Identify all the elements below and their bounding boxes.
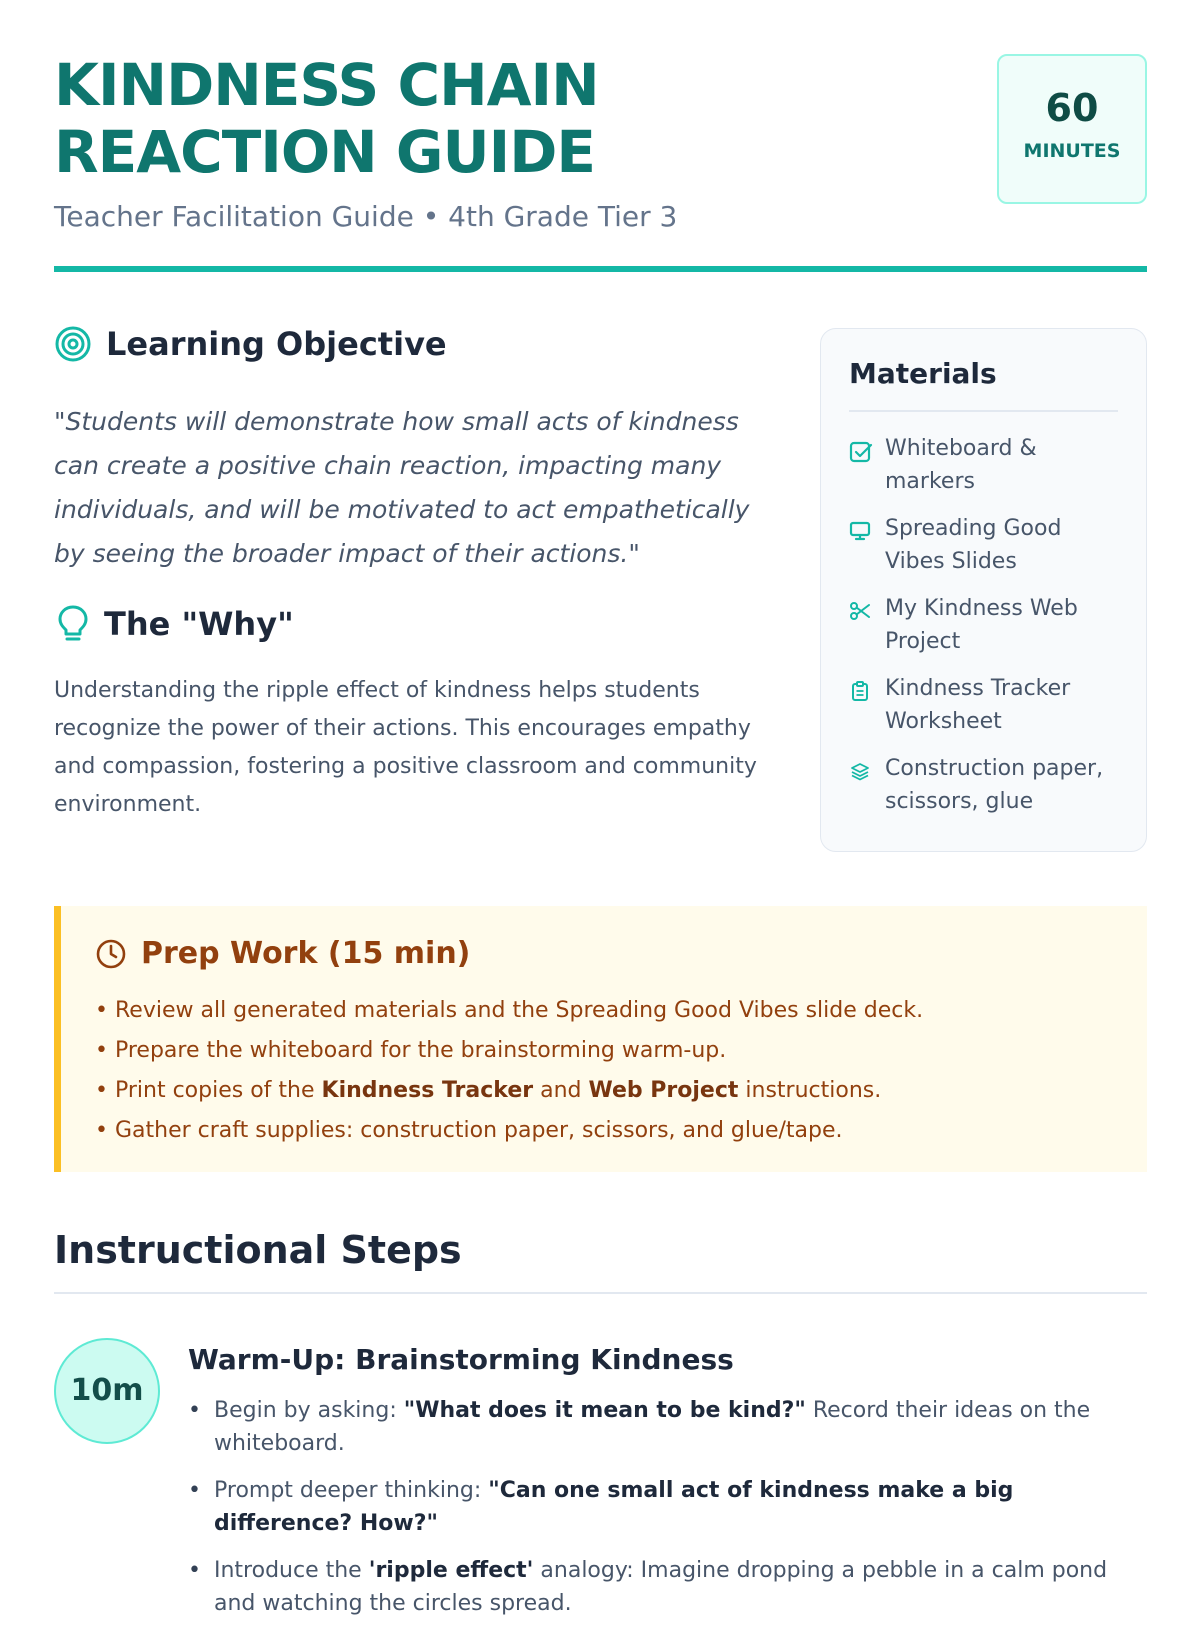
list-item <box>188 1554 1148 1620</box>
objective-text: "Students will demonstrate how small acts of kindness can create a positive chain reaction, impacting many individuals, and will be motivated to act empathetically by seeing the broader impact of their actions." <box>54 407 750 568</box>
prep-item-text: and <box>533 1078 589 1103</box>
prep-item-emphasis: Kindness Tracker <box>321 1078 534 1103</box>
objective-title: Learning Objective <box>106 325 447 363</box>
step-text: Introduce the <box>214 1558 369 1583</box>
prep-work-callout <box>54 906 1147 1172</box>
step-emphasis: "Can one small act of kindness make a big difference? How?" <box>214 1478 1014 1536</box>
material-label: Construction paper, scissors, glue <box>885 755 1104 814</box>
list-item: • Gather craft supplies: construction paper, scissors, and glue/tape. <box>95 1118 843 1143</box>
duration-badge <box>997 54 1147 204</box>
page-subtitle: Teacher Facilitation Guide • 4th Grade Tier 3 <box>54 200 678 233</box>
list-item <box>849 752 1118 818</box>
objective-heading <box>54 325 447 363</box>
step-text: Record their ideas on the whiteboard. <box>214 1398 1091 1456</box>
clipboard-icon <box>849 680 875 707</box>
clock-icon <box>95 938 127 970</box>
steps-title: Instructional Steps <box>54 1228 462 1272</box>
step-emphasis: "What does it mean to be kind?" <box>403 1398 806 1423</box>
step-emphasis: 'ripple effect' <box>368 1558 534 1583</box>
step-text: analogy: Imagine dropping a pebble in a calm pond and watching the circles spread. <box>214 1558 1108 1616</box>
scissors-icon <box>849 600 875 627</box>
materials-title: Materials <box>849 357 997 390</box>
prep-item-text: Prepare the whiteboard for the brainstorming warm-up. <box>114 1038 727 1063</box>
prep-item-text: Print copies of the <box>114 1078 322 1103</box>
step-list <box>188 1394 1148 1634</box>
prep-heading <box>95 936 1113 971</box>
why-text: Understanding the ripple effect of kindness helps students recognize the power of their actions. This encourages empathy and compassion, fostering a positive classroom and community environment. <box>54 678 757 817</box>
step-title: Warm-Up: Brainstorming Kindness <box>188 1343 734 1376</box>
materials-panel <box>820 328 1147 852</box>
materials-divider <box>849 410 1118 412</box>
list-item <box>188 1474 1148 1540</box>
lightbulb-icon <box>56 604 90 644</box>
why-heading <box>56 604 294 644</box>
layers-icon <box>849 760 875 787</box>
prep-item-text: Review all generated materials and the Spreading Good Vibes slide deck. <box>114 998 924 1023</box>
checkbox-icon <box>849 440 875 469</box>
list-item: • Print copies of the Kindness Tracker and Web Project instructions. <box>95 1078 882 1103</box>
prep-title: Prep Work (15 min) <box>141 936 471 971</box>
duration-unit: MINUTES <box>1023 140 1121 162</box>
duration-value: 60 <box>1045 86 1099 130</box>
prep-list <box>95 991 1113 1151</box>
why-title: The "Why" <box>104 605 294 643</box>
prep-item-text: Gather craft supplies: construction paper, scissors, and glue/tape. <box>114 1118 843 1143</box>
monitor-icon <box>849 520 875 547</box>
material-label: My Kindness Web Project <box>885 595 1078 654</box>
list-item: • Prepare the whiteboard for the brainstorming warm-up. <box>95 1038 727 1063</box>
prep-item-text: instructions. <box>738 1078 882 1103</box>
list-item <box>849 672 1118 738</box>
list-item <box>849 512 1118 578</box>
page-title: KINDNESS CHAIN REACTION GUIDE <box>54 51 599 186</box>
list-item: • Review all generated materials and the Spreading Good Vibes slide deck. <box>95 998 924 1023</box>
list-item <box>849 432 1118 498</box>
material-label: Whiteboard & markers <box>885 435 1037 494</box>
target-icon <box>54 325 92 363</box>
material-label: Kindness Tracker Worksheet <box>885 675 1071 734</box>
steps-divider <box>54 1292 1147 1294</box>
step-duration-badge: 10m <box>54 1338 160 1444</box>
step-text: Prompt deeper thinking: <box>214 1478 489 1503</box>
step-text: Begin by asking: <box>214 1398 404 1423</box>
list-item <box>849 592 1118 658</box>
header-divider <box>54 266 1147 272</box>
material-label: Spreading Good Vibes Slides <box>885 515 1062 574</box>
materials-list <box>849 432 1118 818</box>
prep-item-emphasis: Web Project <box>588 1078 739 1103</box>
list-item <box>188 1394 1148 1460</box>
page-header <box>54 52 1147 272</box>
